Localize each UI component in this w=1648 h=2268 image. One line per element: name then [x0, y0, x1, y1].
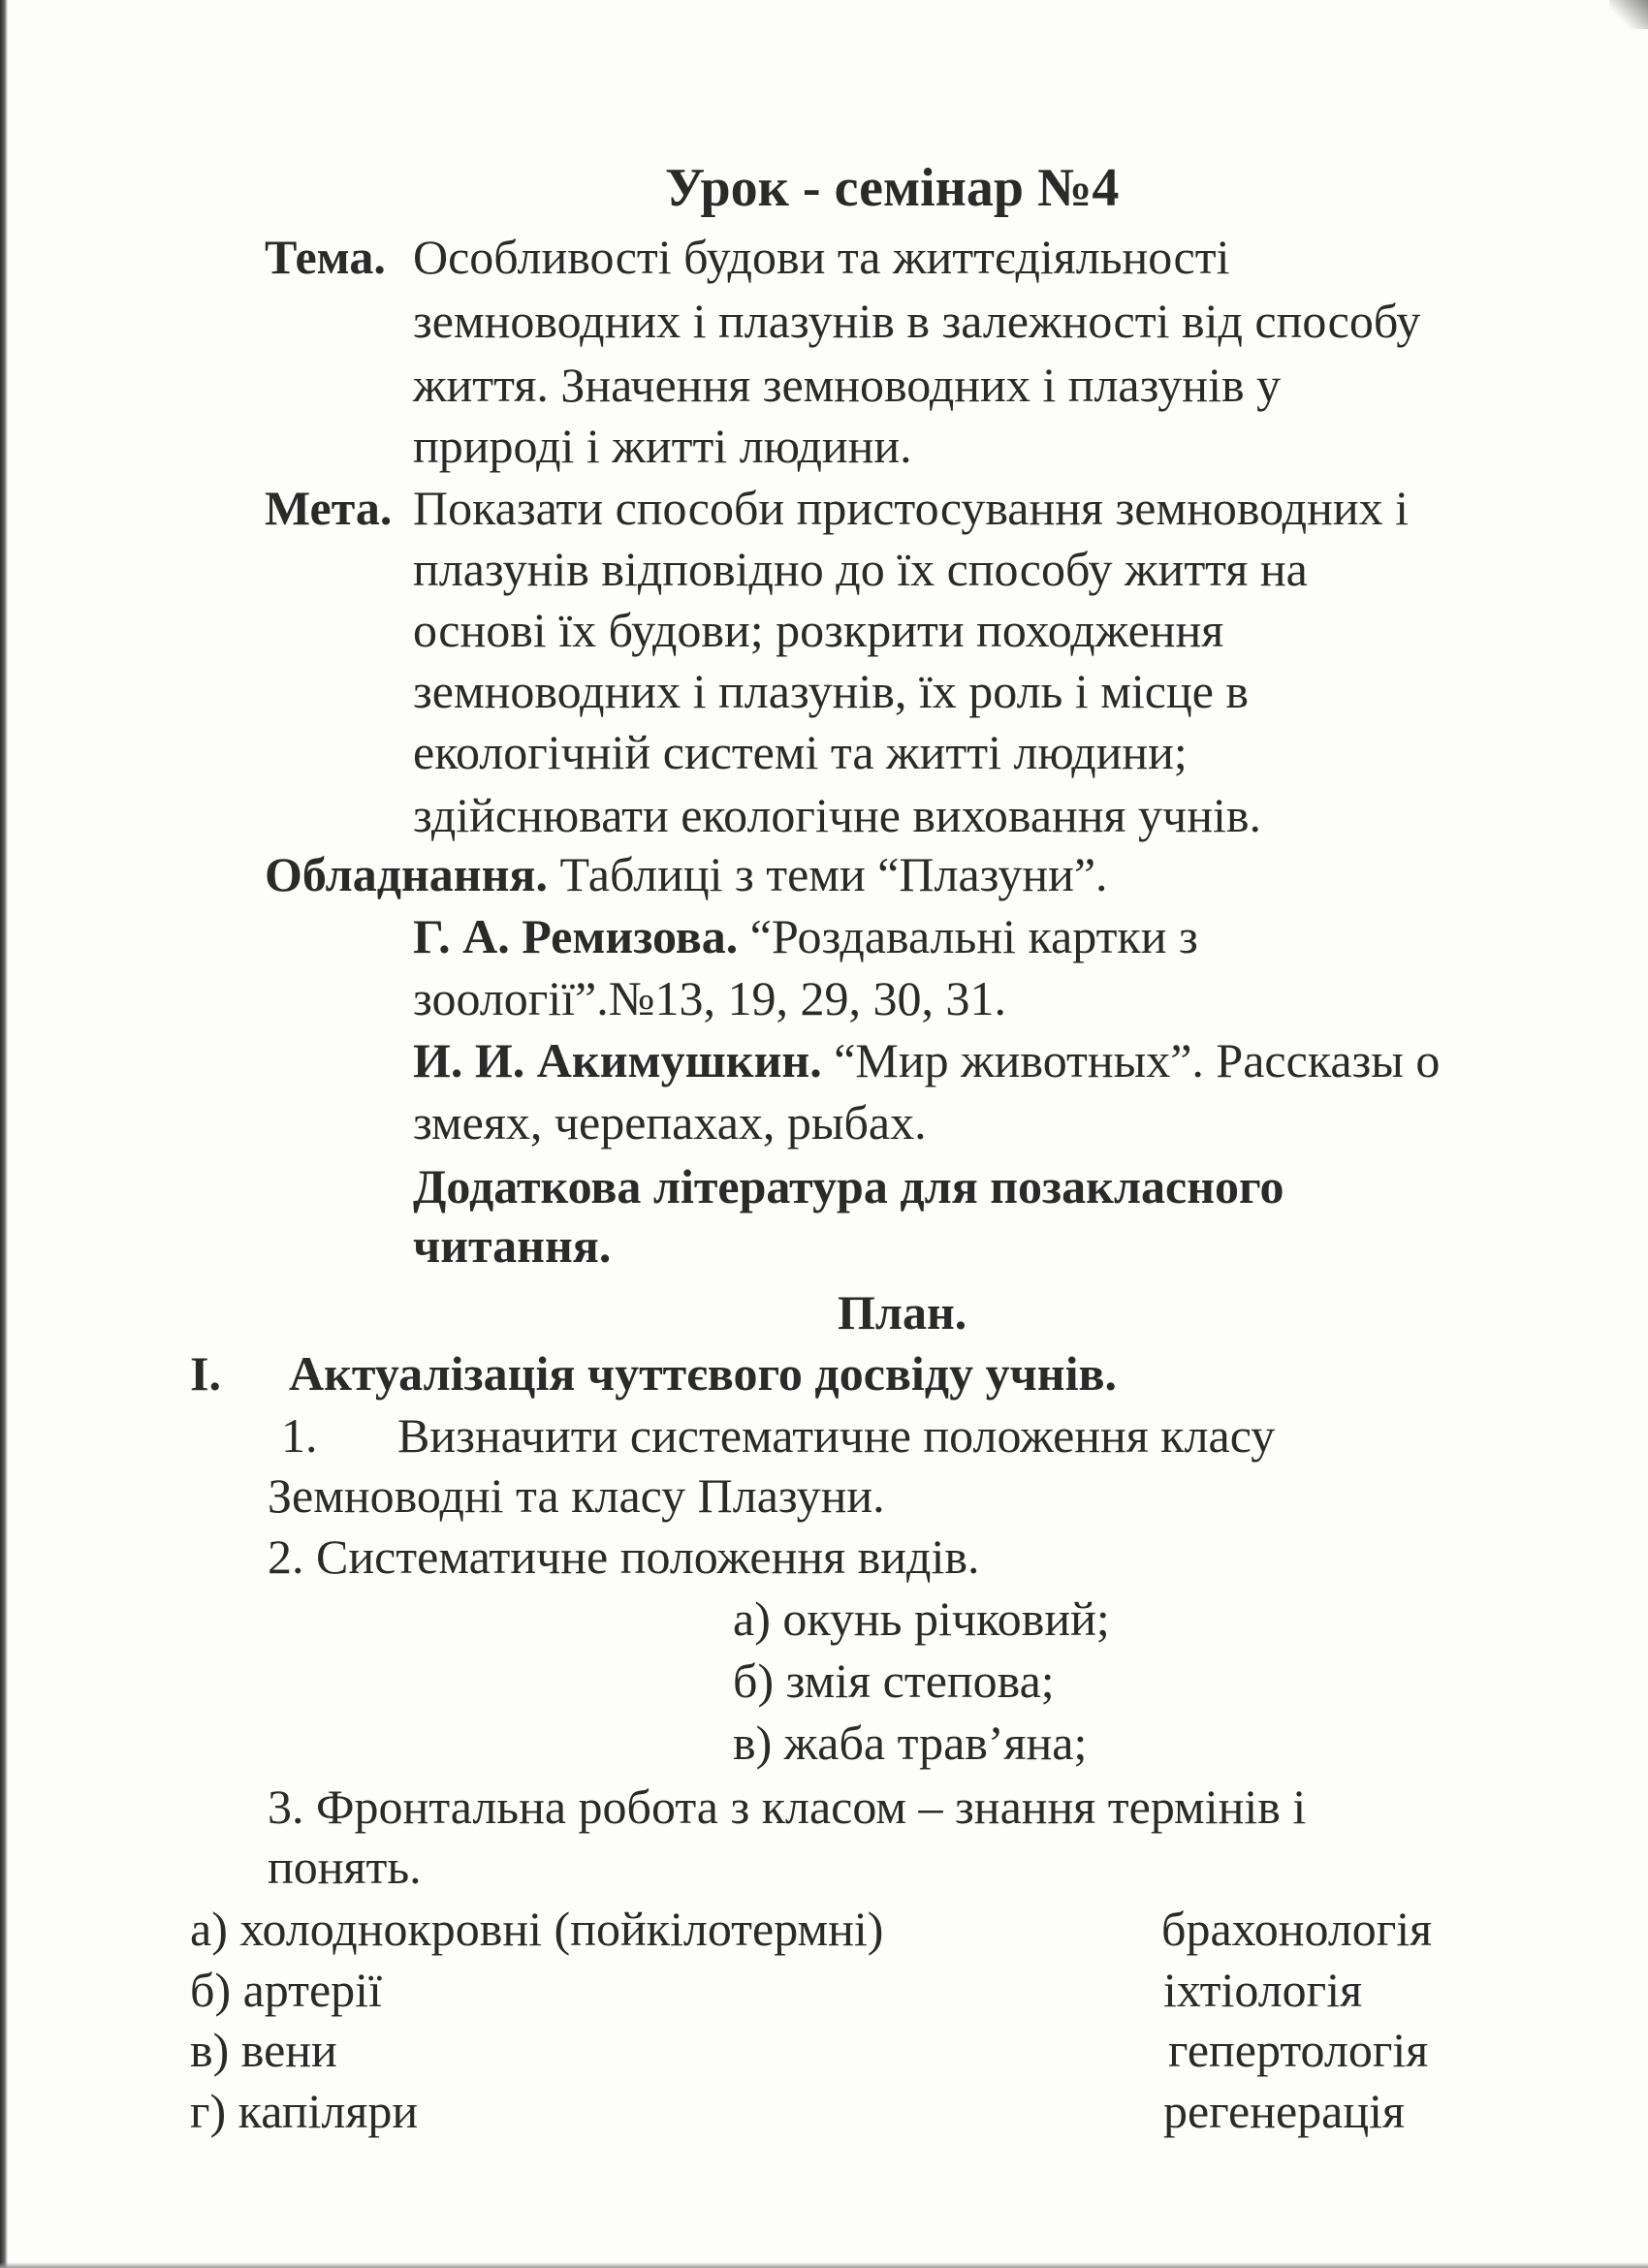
term-right-3: гепертологія [1168, 2023, 1429, 2077]
item-1-number: 1. [281, 1408, 318, 1463]
equipment-label: Обладнання. [265, 847, 548, 901]
extra-literature-line-2: читання. [413, 1218, 612, 1273]
page-title: Урок - семінар №4 [665, 158, 1120, 218]
meta-label: Мета. [265, 481, 393, 535]
tema-line-3: життя. Значення земноводних і плазунів у [413, 358, 1282, 412]
term-left-c: в) вени [190, 2023, 337, 2077]
equipment-text: Таблиці з теми “Плазуни”. [559, 847, 1108, 901]
meta-line-6: здійснювати екологічне виховання учнів. [413, 788, 1261, 842]
meta-line-1: Показати способи пристосування земноводних і [413, 481, 1410, 535]
term-right-4: регенерація [1163, 2084, 1406, 2138]
reference-2-title: “Мир животных”. Рассказы о [834, 1033, 1441, 1087]
meta-line-2: плазунів відповідно до їх способу життя на [413, 542, 1308, 596]
reference-2-line-1 [413, 1032, 1440, 1088]
item-1-line-1: Визначити систематичне положення класу [397, 1408, 1276, 1463]
species-c: в) жаба трав’яна; [733, 1716, 1088, 1770]
item-1-line-2: Земноводні та класу Плазуни. [268, 1468, 885, 1523]
scan-edge-left [0, 0, 8, 2268]
reference-2-author: И. И. Акимушкин. [413, 1033, 822, 1087]
reference-1-line-2: зоології”.№13, 19, 29, 30, 31. [413, 971, 1006, 1025]
tema-line-1: Особливості будови та життєдіяльності [413, 230, 1230, 284]
section-number: I. [190, 1346, 221, 1401]
reference-1-title: “Роздавальні картки з [749, 909, 1198, 963]
tema-label: Тема. [265, 230, 386, 284]
term-left-d: г) капіляри [190, 2084, 419, 2138]
scan-edge-corner [1609, 0, 1648, 29]
reference-2-line-2: змеях, черепахах, рыбах. [413, 1095, 927, 1150]
meta-line-3: основі їх будови; розкрити походження [413, 603, 1224, 657]
reference-1-line-1 [413, 908, 1198, 964]
term-left-b: б) артерії [190, 1963, 382, 2017]
tema-line-4: природі і житті людини. [413, 419, 912, 473]
item-3-line-1: 3. Фронтальна робота з класом – знання термінів і [268, 1780, 1307, 1834]
section-title: Актуалізація чуттєвого досвіду учнів. [289, 1346, 1118, 1401]
extra-literature-line-1: Додаткова література для позакласного [413, 1159, 1284, 1213]
meta-line-5: екологічній системі та житті людини; [413, 725, 1188, 779]
species-b: б) змія степова; [733, 1654, 1055, 1708]
species-a: а) окунь річковий; [733, 1591, 1110, 1646]
tema-line-2: земноводних і плазунів в залежності від способу [413, 294, 1421, 348]
plan-heading: План. [838, 1285, 967, 1339]
meta-line-4: земноводних і плазунів, їх роль і місце в [413, 664, 1250, 718]
item-2: 2. Систематичне положення видів. [268, 1529, 980, 1584]
item-3-line-2: понять. [268, 1840, 422, 1894]
term-right-1: брахонологія [1161, 1902, 1433, 1956]
term-left-a: а) холоднокровні (пойкілотермні) [190, 1902, 884, 1956]
equipment-line [265, 846, 1108, 902]
scan-edge-bottom [0, 2262, 1648, 2268]
term-right-2: іхтіологія [1163, 1963, 1363, 2017]
reference-1-author: Г. А. Ремизова. [413, 909, 739, 963]
